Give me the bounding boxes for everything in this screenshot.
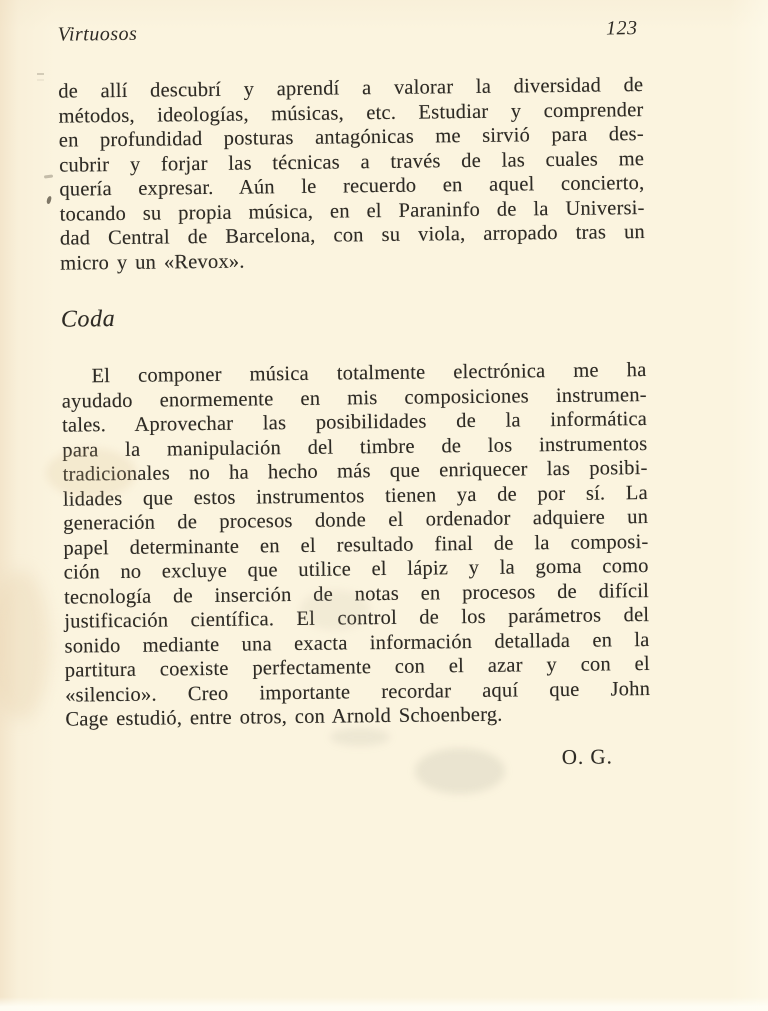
signature-initials: O. G. — [561, 744, 613, 769]
text-line: cubrir y forjar las técnicas a través de las cuales me — [58, 147, 645, 177]
page-number: 123 — [605, 17, 638, 40]
text-line: micro y un «Revox». — [60, 250, 245, 275]
text-line: Cage estudió, entre otros, con Arnold Schoenberg. — [65, 703, 503, 731]
text-line: de allí descubrí y aprendí a valorar la diversidad de — [58, 74, 644, 103]
paragraph-2 — [61, 358, 650, 732]
text-line: en profundidad posturas antagónicas me sirvió para des- — [58, 123, 644, 152]
running-header — [58, 17, 643, 47]
text-line: para la manipulación del timbre de los instrumentos — [62, 432, 648, 462]
text-line: «silencio». Creo importante recordar aquí que John — [65, 677, 651, 707]
text-line: ción no excluye que utilice el lápiz y la goma como — [63, 555, 649, 584]
text-line: tradicionales no ha hecho más que enriquecer las posibi- — [62, 457, 648, 486]
text-line: partitura coexiste perfectamente con el azar y con el — [64, 652, 650, 682]
text-line: lidades que estos instrumentos tienen ya de por sí. La — [62, 481, 648, 511]
text-line: dad Central de Barcelona, con su viola, arropado tras un — [59, 221, 646, 250]
text-line: sonido mediante una exacta información detallada en la — [64, 628, 650, 658]
scan-smudge — [330, 728, 390, 746]
scan-smudge — [300, 590, 370, 630]
scan-smudge — [46, 448, 136, 498]
paragraph-1 — [58, 73, 645, 276]
text-line: generación de procesos donde el ordenador adquiere un — [63, 506, 649, 535]
text-line: tales. Aprovechar las posibilidades de la informática — [61, 408, 648, 437]
text-line: papel determinante en el resultado final de la composi- — [63, 530, 649, 560]
margin-speck-double-dash — [37, 73, 44, 75]
bottom-edge-highlight — [0, 997, 768, 1011]
text-line: quería expresar. Aún le recuerdo en aquel concierto, — [59, 172, 645, 201]
text-line: justificación científica. El control de los parámetros del — [64, 603, 650, 633]
text-line: métodos, ideologías, músicas, etc. Estudiar y comprender — [58, 98, 644, 128]
text-line: tocando su propia música, en el Paraninfo de la Universi- — [59, 196, 645, 226]
text-line: El componer música totalmente electrónica me ha — [91, 359, 647, 388]
section-heading-coda: Coda — [60, 306, 116, 333]
scan-smudge — [415, 748, 505, 794]
text-line: tecnología de inserción de notas en procesos de difícil — [63, 579, 650, 609]
text-line: ayudado enormemente en mis composiciones instrumen- — [61, 383, 647, 413]
running-title: Virtuosos — [57, 22, 138, 46]
